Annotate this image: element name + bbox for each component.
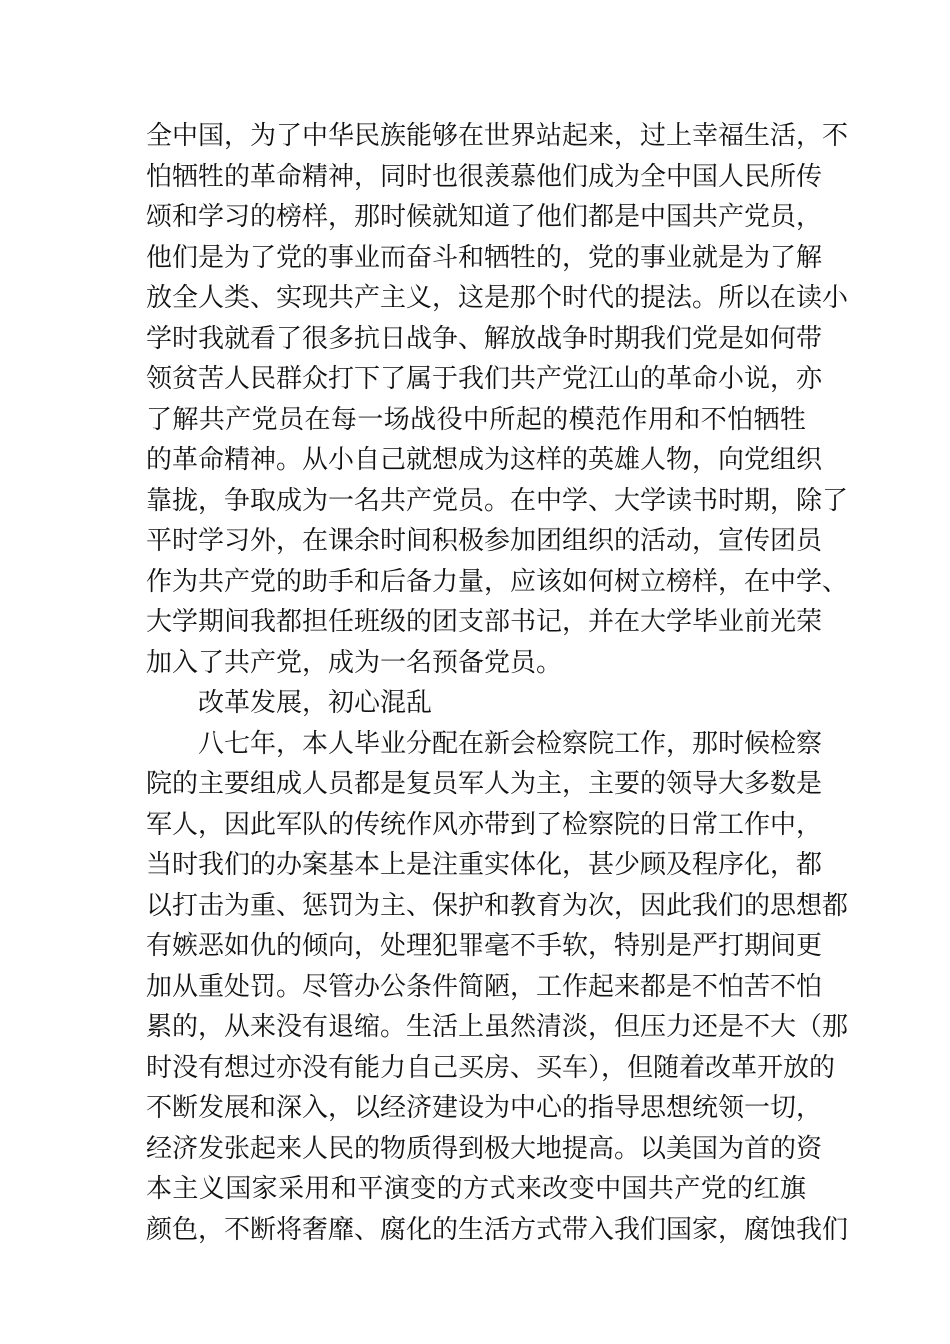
text-line: 加从重处罚。尽管办公条件简陋，工作起来都是不怕苦不怕 (146, 971, 823, 1002)
text-line: 了解共产党员在每一场战役中所起的模范作用和不怕牺牲 (146, 404, 806, 435)
text-line: 作为共产党的助手和后备力量，应该如何树立榜样，在中学、 (146, 566, 849, 597)
text-line: 累的，从来没有退缩。生活上虽然清淡，但压力还是不大（那 (146, 1012, 849, 1042)
paragraph-2 (146, 724, 849, 1251)
text-line: 时没有想过亦没有能力自己买房、买车），但随着改革开放的 (146, 1052, 836, 1083)
text-line: 不断发展和深入，以经济建设为中心的指导思想统领一切， (146, 1093, 823, 1123)
text-line: 领贫苦人民群众打下了属于我们共产党江山的革命小说，亦 (146, 364, 823, 394)
text-line: 军人，因此军队的传统作风亦带到了检察院的日常工作中， (146, 809, 823, 840)
text-line: 怕牺牲的革命精神，同时也很羡慕他们成为全中国人民所传 (146, 161, 823, 192)
text-line: 大学期间我都担任班级的团支部书记，并在大学毕业前光荣 (146, 607, 823, 637)
text-line: 他们是为了党的事业而奋斗和牺牲的，党的事业就是为了解 (146, 242, 823, 273)
text-line: 有嫉恶如仇的倾向，处理犯罪毫不手软，特别是严打期间更 (146, 931, 823, 961)
text-line: 学时我就看了很多抗日战争、解放战争时期我们党是如何带 (146, 323, 823, 354)
text-line: 院的主要组成人员都是复员军人为主，主要的领导大多数是 (146, 769, 823, 799)
text-line: 当时我们的办案基本上是注重实体化，甚少顾及程序化，都 (146, 850, 823, 880)
text-line: 全中国，为了中华民族能够在世界站起来，过上幸福生活，不 (146, 121, 849, 151)
text-line: 加入了共产党，成为一名预备党员。 (146, 647, 563, 678)
text-line: 以打击为重、惩罚为主、保护和教育为次，因此我们的思想都 (146, 890, 849, 921)
text-line: 本主义国家采用和平演变的方式来改变中国共产党的红旗 (146, 1174, 806, 1204)
section-heading: 改革发展，初心混乱 (198, 688, 433, 718)
body-text (146, 116, 849, 1250)
text-line: 平时学习外，在课余时间积极参加团组织的活动，宣传团员 (146, 526, 823, 556)
text-line: 八七年，本人毕业分配在新会检察院工作，那时候检察 (198, 728, 823, 759)
text-line: 经济发张起来人民的物质得到极大地提高。以美国为首的资 (146, 1133, 823, 1164)
paragraph-1 (146, 116, 849, 683)
text-line: 颂和学习的榜样，那时候就知道了他们都是中国共产党员， (146, 202, 823, 232)
text-line: 的革命精神。从小自己就想成为这样的英雄人物，向党组织 (146, 445, 823, 475)
text-line: 放全人类、实现共产主义，这是那个时代的提法。所以在读小 (146, 283, 849, 313)
text-line: 靠拢，争取成为一名共产党员。在中学、大学读书时期，除了 (146, 485, 849, 516)
text-line: 颜色，不断将奢靡、腐化的生活方式带入我们国家，腐蚀我们 (146, 1214, 849, 1245)
